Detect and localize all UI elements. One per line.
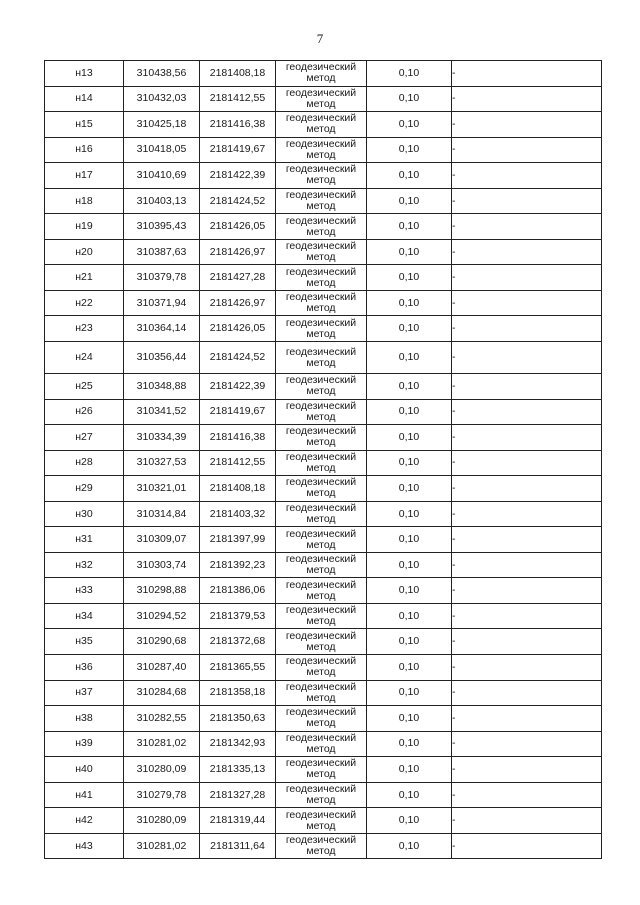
method-line-1: геодезический [285, 137, 357, 150]
x-coordinate-cell: 310379,78 [124, 265, 200, 291]
method-cell [276, 214, 367, 240]
method-cell [276, 61, 367, 87]
table-row [45, 399, 602, 425]
accuracy-cell: 0,10 [367, 239, 452, 265]
table-row [45, 833, 602, 859]
accuracy-cell: 0,10 [367, 808, 452, 834]
accuracy-cell: 0,10 [367, 629, 452, 655]
method-line-1: геодезический [285, 655, 357, 668]
note-cell: - [452, 342, 602, 374]
accuracy-cell: 0,10 [367, 188, 452, 214]
x-coordinate-cell: 310290,68 [124, 629, 200, 655]
method-line-2: метод [306, 174, 336, 187]
point-id-cell: н21 [45, 265, 124, 291]
y-coordinate-cell: 2181372,68 [200, 629, 276, 655]
method-cell [276, 552, 367, 578]
note-cell: - [452, 808, 602, 834]
accuracy-cell: 0,10 [367, 782, 452, 808]
method-line-1: геодезический [285, 291, 357, 304]
table-row [45, 316, 602, 342]
y-coordinate-cell: 2181419,67 [200, 137, 276, 163]
point-id-cell: н15 [45, 112, 124, 138]
method-line-2: метод [306, 615, 336, 628]
accuracy-cell: 0,10 [367, 61, 452, 87]
point-id-cell: н31 [45, 527, 124, 553]
method-line-1: геодезический [285, 783, 357, 796]
y-coordinate-cell: 2181386,06 [200, 578, 276, 604]
method-line-1: геодезический [285, 265, 357, 278]
table-row [45, 425, 602, 451]
method-line-1: геодезический [285, 578, 357, 591]
table-row [45, 476, 602, 502]
y-coordinate-cell: 2181426,97 [200, 239, 276, 265]
x-coordinate-cell: 310364,14 [124, 316, 200, 342]
note-cell: - [452, 265, 602, 291]
point-id-cell: н35 [45, 629, 124, 655]
x-coordinate-cell: 310281,02 [124, 833, 200, 859]
y-coordinate-cell: 2181416,38 [200, 425, 276, 451]
x-coordinate-cell: 310341,52 [124, 399, 200, 425]
method-line-2: метод [306, 225, 336, 238]
accuracy-cell: 0,10 [367, 425, 452, 451]
accuracy-cell: 0,10 [367, 163, 452, 189]
method-line-2: метод [306, 640, 336, 653]
method-line-1: геодезический [285, 214, 357, 227]
method-cell [276, 188, 367, 214]
point-id-cell: н34 [45, 603, 124, 629]
point-id-cell: н24 [45, 342, 124, 374]
table-row [45, 655, 602, 681]
y-coordinate-cell: 2181311,64 [200, 833, 276, 859]
accuracy-cell: 0,10 [367, 374, 452, 400]
y-coordinate-cell: 2181424,52 [200, 188, 276, 214]
page-number: 7 [316, 31, 324, 46]
point-id-cell: н33 [45, 578, 124, 604]
method-line-2: метод [306, 410, 336, 423]
note-cell: - [452, 137, 602, 163]
point-id-cell: н30 [45, 501, 124, 527]
accuracy-cell: 0,10 [367, 680, 452, 706]
y-coordinate-cell: 2181408,18 [200, 61, 276, 87]
accuracy-cell: 0,10 [367, 399, 452, 425]
method-line-2: метод [306, 819, 336, 832]
point-id-cell: н20 [45, 239, 124, 265]
method-cell [276, 527, 367, 553]
note-cell: - [452, 163, 602, 189]
method-cell [276, 501, 367, 527]
y-coordinate-cell: 2181416,38 [200, 112, 276, 138]
x-coordinate-cell: 310387,63 [124, 239, 200, 265]
method-cell [276, 374, 367, 400]
note-cell: - [452, 706, 602, 732]
method-line-1: геодезический [285, 399, 357, 412]
x-coordinate-cell: 310348,88 [124, 374, 200, 400]
point-id-cell: н27 [45, 425, 124, 451]
method-line-1: геодезический [285, 604, 357, 617]
method-line-1: геодезический [285, 834, 357, 847]
y-coordinate-cell: 2181422,39 [200, 163, 276, 189]
y-coordinate-cell: 2181358,18 [200, 680, 276, 706]
method-line-2: метод [306, 302, 336, 315]
accuracy-cell: 0,10 [367, 112, 452, 138]
method-line-1: геодезический [285, 502, 357, 515]
method-line-2: метод [306, 276, 336, 289]
y-coordinate-cell: 2181350,63 [200, 706, 276, 732]
x-coordinate-cell: 310287,40 [124, 655, 200, 681]
y-coordinate-cell: 2181412,55 [200, 450, 276, 476]
method-line-2: метод [306, 436, 336, 449]
accuracy-cell: 0,10 [367, 833, 452, 859]
method-line-1: геодезический [285, 316, 357, 329]
x-coordinate-cell: 310418,05 [124, 137, 200, 163]
method-cell [276, 290, 367, 316]
method-line-2: метод [306, 487, 336, 500]
y-coordinate-cell: 2181342,93 [200, 731, 276, 757]
method-line-2: метод [306, 717, 336, 730]
method-line-1: геодезический [285, 112, 357, 125]
method-line-2: метод [306, 513, 336, 526]
method-line-1: геодезический [285, 706, 357, 719]
x-coordinate-cell: 310356,44 [124, 342, 200, 374]
accuracy-cell: 0,10 [367, 527, 452, 553]
y-coordinate-cell: 2181319,44 [200, 808, 276, 834]
x-coordinate-cell: 310294,52 [124, 603, 200, 629]
point-id-cell: н16 [45, 137, 124, 163]
method-cell [276, 782, 367, 808]
method-line-1: геодезический [285, 86, 357, 99]
point-id-cell: н18 [45, 188, 124, 214]
y-coordinate-cell: 2181419,67 [200, 399, 276, 425]
table-row [45, 501, 602, 527]
x-coordinate-cell: 310298,88 [124, 578, 200, 604]
table-row [45, 450, 602, 476]
y-coordinate-cell: 2181365,55 [200, 655, 276, 681]
coordinates-table [44, 60, 602, 859]
method-line-1: геодезический [285, 163, 357, 176]
point-id-cell: н23 [45, 316, 124, 342]
point-id-cell: н26 [45, 399, 124, 425]
method-cell [276, 603, 367, 629]
note-cell: - [452, 374, 602, 400]
table-row [45, 290, 602, 316]
x-coordinate-cell: 310334,39 [124, 425, 200, 451]
method-line-2: метод [306, 538, 336, 551]
accuracy-cell: 0,10 [367, 86, 452, 112]
note-cell: - [452, 527, 602, 553]
y-coordinate-cell: 2181424,52 [200, 342, 276, 374]
method-cell [276, 265, 367, 291]
accuracy-cell: 0,10 [367, 501, 452, 527]
x-coordinate-cell: 310279,78 [124, 782, 200, 808]
table-row [45, 112, 602, 138]
table-row [45, 552, 602, 578]
note-cell: - [452, 782, 602, 808]
note-cell: - [452, 450, 602, 476]
note-cell: - [452, 399, 602, 425]
x-coordinate-cell: 310280,09 [124, 757, 200, 783]
table-row [45, 239, 602, 265]
y-coordinate-cell: 2181426,05 [200, 316, 276, 342]
table-row [45, 578, 602, 604]
x-coordinate-cell: 310284,68 [124, 680, 200, 706]
method-cell [276, 706, 367, 732]
point-id-cell: н25 [45, 374, 124, 400]
note-cell: - [452, 680, 602, 706]
note-cell: - [452, 655, 602, 681]
x-coordinate-cell: 310303,74 [124, 552, 200, 578]
accuracy-cell: 0,10 [367, 137, 452, 163]
method-line-2: метод [306, 768, 336, 781]
note-cell: - [452, 731, 602, 757]
y-coordinate-cell: 2181335,13 [200, 757, 276, 783]
method-line-2: метод [306, 564, 336, 577]
method-line-2: метод [306, 200, 336, 212]
method-cell [276, 578, 367, 604]
method-line-1: геодезический [285, 189, 357, 201]
point-id-cell: н39 [45, 731, 124, 757]
method-line-1: геодезический [285, 808, 357, 821]
method-cell [276, 833, 367, 859]
method-line-1: геодезический [285, 345, 357, 358]
y-coordinate-cell: 2181379,53 [200, 603, 276, 629]
note-cell: - [452, 603, 602, 629]
table-row [45, 757, 602, 783]
accuracy-cell: 0,10 [367, 706, 452, 732]
table-row [45, 706, 602, 732]
method-line-2: метод [306, 327, 336, 340]
point-id-cell: н32 [45, 552, 124, 578]
method-cell [276, 316, 367, 342]
accuracy-cell: 0,10 [367, 578, 452, 604]
method-cell [276, 137, 367, 163]
method-line-1: геодезический [285, 731, 357, 744]
method-line-1: геодезический [285, 425, 357, 438]
table-row [45, 265, 602, 291]
method-line-2: метод [306, 589, 336, 602]
accuracy-cell: 0,10 [367, 290, 452, 316]
accuracy-cell: 0,10 [367, 552, 452, 578]
y-coordinate-cell: 2181397,99 [200, 527, 276, 553]
y-coordinate-cell: 2181327,28 [200, 782, 276, 808]
x-coordinate-cell: 310280,09 [124, 808, 200, 834]
method-cell [276, 239, 367, 265]
method-line-2: метод [306, 148, 336, 161]
point-id-cell: н36 [45, 655, 124, 681]
method-line-2: метод [306, 251, 336, 264]
point-id-cell: н42 [45, 808, 124, 834]
method-line-2: метод [306, 742, 336, 755]
note-cell: - [452, 833, 602, 859]
note-cell: - [452, 629, 602, 655]
accuracy-cell: 0,10 [367, 214, 452, 240]
table-row [45, 731, 602, 757]
table-row [45, 603, 602, 629]
method-cell [276, 680, 367, 706]
method-line-2: метод [306, 72, 336, 85]
note-cell: - [452, 757, 602, 783]
x-coordinate-cell: 310281,02 [124, 731, 200, 757]
note-cell: - [452, 476, 602, 502]
method-cell [276, 757, 367, 783]
accuracy-cell: 0,10 [367, 476, 452, 502]
method-line-1: геодезический [285, 553, 357, 566]
note-cell: - [452, 316, 602, 342]
y-coordinate-cell: 2181392,23 [200, 552, 276, 578]
table-row [45, 680, 602, 706]
point-id-cell: н38 [45, 706, 124, 732]
method-line-2: метод [306, 691, 336, 704]
method-line-1: геодезический [285, 240, 357, 253]
method-cell [276, 655, 367, 681]
point-id-cell: н37 [45, 680, 124, 706]
method-line-1: геодезический [285, 61, 357, 74]
method-cell [276, 629, 367, 655]
table-row [45, 137, 602, 163]
table-row [45, 61, 602, 87]
point-id-cell: н13 [45, 61, 124, 87]
method-cell [276, 731, 367, 757]
note-cell: - [452, 112, 602, 138]
point-id-cell: н19 [45, 214, 124, 240]
x-coordinate-cell: 310309,07 [124, 527, 200, 553]
method-line-1: геодезический [285, 629, 357, 642]
method-cell [276, 399, 367, 425]
y-coordinate-cell: 2181426,05 [200, 214, 276, 240]
table-row [45, 374, 602, 400]
table-row [45, 527, 602, 553]
y-coordinate-cell: 2181408,18 [200, 476, 276, 502]
x-coordinate-cell: 310371,94 [124, 290, 200, 316]
note-cell: - [452, 86, 602, 112]
method-line-2: метод [306, 794, 336, 807]
accuracy-cell: 0,10 [367, 316, 452, 342]
method-cell [276, 476, 367, 502]
accuracy-cell: 0,10 [367, 603, 452, 629]
point-id-cell: н43 [45, 833, 124, 859]
method-cell [276, 808, 367, 834]
method-line-1: геодезический [285, 527, 357, 540]
table-row [45, 342, 602, 374]
method-line-2: метод [306, 385, 336, 398]
method-cell [276, 86, 367, 112]
coordinates-table-body [45, 61, 602, 859]
method-line-2: метод [306, 356, 336, 369]
note-cell: - [452, 61, 602, 87]
accuracy-cell: 0,10 [367, 757, 452, 783]
note-cell: - [452, 578, 602, 604]
table-row [45, 782, 602, 808]
table-row [45, 86, 602, 112]
point-id-cell: н17 [45, 163, 124, 189]
method-line-1: геодезический [285, 450, 357, 463]
accuracy-cell: 0,10 [367, 265, 452, 291]
point-id-cell: н41 [45, 782, 124, 808]
x-coordinate-cell: 310282,55 [124, 706, 200, 732]
y-coordinate-cell: 2181403,32 [200, 501, 276, 527]
method-line-2: метод [306, 123, 336, 136]
method-line-1: геодезический [285, 680, 357, 693]
x-coordinate-cell: 310321,01 [124, 476, 200, 502]
note-cell: - [452, 552, 602, 578]
method-cell [276, 342, 367, 374]
method-cell [276, 450, 367, 476]
note-cell: - [452, 501, 602, 527]
x-coordinate-cell: 310425,18 [124, 112, 200, 138]
table-row [45, 163, 602, 189]
note-cell: - [452, 214, 602, 240]
method-line-2: метод [306, 97, 336, 110]
point-id-cell: н29 [45, 476, 124, 502]
x-coordinate-cell: 310438,56 [124, 61, 200, 87]
method-line-2: метод [306, 461, 336, 474]
note-cell: - [452, 425, 602, 451]
method-line-2: метод [306, 845, 336, 858]
y-coordinate-cell: 2181422,39 [200, 374, 276, 400]
x-coordinate-cell: 310432,03 [124, 86, 200, 112]
note-cell: - [452, 239, 602, 265]
point-id-cell: н14 [45, 86, 124, 112]
table-row [45, 629, 602, 655]
table-row [45, 214, 602, 240]
y-coordinate-cell: 2181426,97 [200, 290, 276, 316]
accuracy-cell: 0,10 [367, 342, 452, 374]
point-id-cell: н22 [45, 290, 124, 316]
accuracy-cell: 0,10 [367, 731, 452, 757]
note-cell: - [452, 290, 602, 316]
method-line-2: метод [306, 666, 336, 679]
table-row [45, 808, 602, 834]
table-row [45, 188, 602, 214]
method-cell [276, 112, 367, 138]
x-coordinate-cell: 310327,53 [124, 450, 200, 476]
point-id-cell: н28 [45, 450, 124, 476]
y-coordinate-cell: 2181412,55 [200, 86, 276, 112]
x-coordinate-cell: 310403,13 [124, 188, 200, 214]
y-coordinate-cell: 2181427,28 [200, 265, 276, 291]
method-line-1: геодезический [285, 757, 357, 770]
x-coordinate-cell: 310395,43 [124, 214, 200, 240]
point-id-cell: н40 [45, 757, 124, 783]
x-coordinate-cell: 310410,69 [124, 163, 200, 189]
x-coordinate-cell: 310314,84 [124, 501, 200, 527]
method-line-1: геодезический [285, 476, 357, 489]
method-cell [276, 163, 367, 189]
accuracy-cell: 0,10 [367, 655, 452, 681]
method-cell [276, 425, 367, 451]
accuracy-cell: 0,10 [367, 450, 452, 476]
method-line-1: геодезический [285, 374, 357, 387]
note-cell: - [452, 188, 602, 214]
